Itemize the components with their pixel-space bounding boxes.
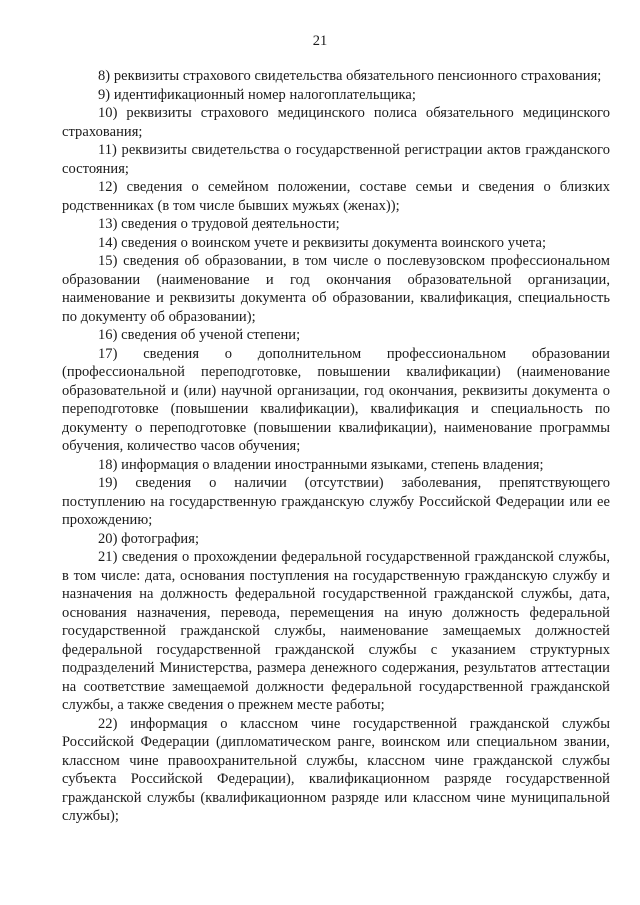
list-item-16: 16) сведения об ученой степени; xyxy=(98,327,301,343)
page-number: 21 xyxy=(312,33,328,49)
list-item-11: 11) реквизиты свидетельства о государственной регистрации актов гражданского состояния; xyxy=(62,142,610,177)
list-item-21: 21) сведения о прохождении федеральной государственной гражданской службы, в том числе: дата, основания поступления на государственную гражданскую службу и назначения на должность федеральной государственной гражданской службы, дата, основания назначения, перевода, перемещения на иную должность федеральной государственной гражданской службы, наименование замещаемых должностей федеральной государственной гражданской службы с указанием структурных подразделений Министерства, размера денежного содержания, результатов аттестации на соответствие замещаемой должности федеральной государственной гражданской службы, а также сведения о прежнем месте работы; xyxy=(62,549,610,713)
list-item-9: 9) идентификационный номер налогоплательщика; xyxy=(98,86,416,103)
list-item-15: 15) сведения об образовании, в том числе о послевузовском профессиональном образовании (наименование и год окончания образовательной организации, наименование и реквизиты документа об образовании, квалификация, специальность по документу об образовании); xyxy=(62,253,610,325)
list-item-14: 14) сведения о воинском учете и реквизиты документа воинского учета; xyxy=(98,234,547,251)
list-item-17: 17) сведения о дополнительном профессиональном образовании (профессиональной переподготовке, повышении квалификации) (наименование образовательной и (или) научной организации, год окончания, реквизиты документа о переподготовке (повышении квалификации), квалификация и специальность по документу о переподготовке (повышении квалификации), наименование программы обучения, количество часов обучения; xyxy=(62,345,610,454)
list-item-8: 8) реквизиты страхового свидетельства обязательного пенсионного страхования; xyxy=(98,68,602,84)
list-item-19: 19) сведения о наличии (отсутствии) заболевания, препятствующего поступлению на государственную гражданскую службу Российской Федерации или ее прохождению; xyxy=(62,475,610,528)
list-item-12: 12) сведения о семейном положении, составе семьи и сведения о близких родственниках (в том числе бывших мужьях (женах)); xyxy=(62,179,610,214)
list-item-18: 18) информация о владении иностранными языками, степень владения; xyxy=(98,456,544,473)
list-item-10: 10) реквизиты страхового медицинского полиса обязательного медицинского страхования; xyxy=(62,105,610,140)
list-item-22: 22) информация о классном чине государственной гражданской службы Российской Федерации (дипломатическом ранге, воинском или специальном звании, классном чине правоохранительной службы, классном чине гражданской службы субъекта Российской Федерации), квалификационном разряде государственной гражданской службы (квалификационном разряде или классном чине муниципальной службы); xyxy=(62,715,610,824)
list-item-20: 20) фотография; xyxy=(98,530,200,547)
list-item-13: 13) сведения о трудовой деятельности; xyxy=(98,216,340,232)
document-body xyxy=(62,67,610,826)
